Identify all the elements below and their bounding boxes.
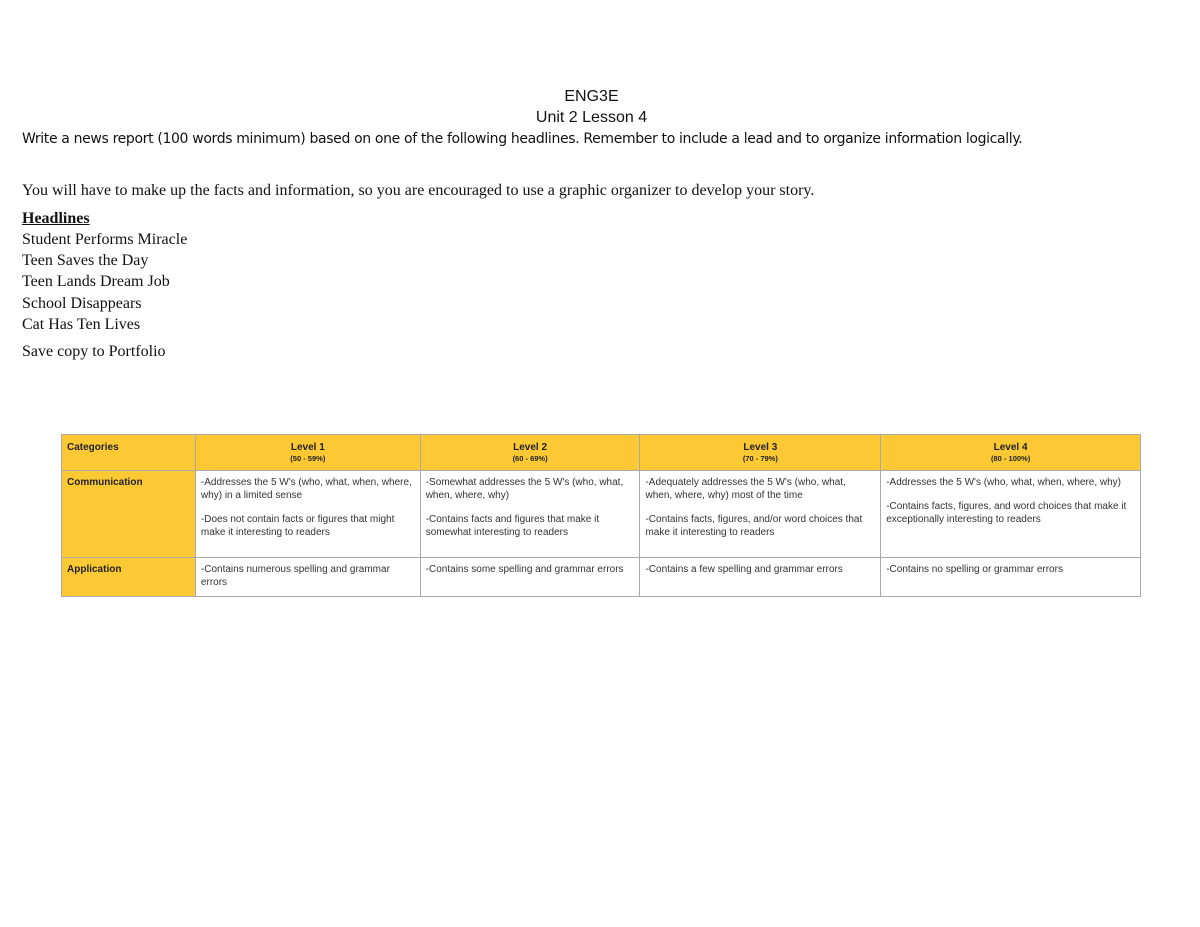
criterion-text: -Contains facts, figures, and word choices that make it exceptionally interesting to readers: [886, 501, 1127, 525]
criterion-text: -Contains numerous spelling and grammar errors: [200, 564, 390, 588]
column-label: Categories: [67, 442, 119, 453]
rubric-cell: [640, 471, 881, 558]
rubric-cell: [420, 471, 640, 558]
headline-item: School Disappears: [22, 294, 142, 312]
headlines-heading: Headlines: [22, 210, 90, 227]
criterion-text: -Does not contain facts or figures that might make it interesting to readers: [200, 514, 395, 538]
rubric-cell: [195, 471, 420, 558]
lesson-title: Unit 2 Lesson 4: [535, 109, 648, 126]
column-range: (80 - 100%): [991, 454, 1031, 463]
rubric-header-level-1: [195, 435, 420, 471]
column-label: Level 4: [993, 442, 1028, 453]
criterion-text: -Addresses the 5 W's (who, what, when, where, why) in a limited sense: [200, 477, 412, 501]
criterion-text: -Addresses the 5 W's (who, what, when, where, why): [886, 477, 1121, 488]
column-range: (60 - 69%): [512, 454, 548, 463]
course-code: ENG3E: [564, 88, 619, 105]
rubric-header-level-3: [640, 435, 881, 471]
row-category: Application: [62, 558, 196, 597]
rubric-table: [61, 434, 1141, 597]
headline-item: Teen Lands Dream Job: [22, 273, 170, 291]
rubric-header-row: [62, 435, 1141, 471]
rubric-cell: [881, 471, 1141, 558]
column-label: Level 2: [513, 442, 548, 453]
facts-note: You will have to make up the facts and information, so you are encouraged to use a graphic organizer to develop your story.: [22, 182, 815, 199]
headline-item: Student Performs Miracle: [22, 231, 188, 248]
rubric-cell: [195, 558, 420, 597]
column-label: Level 3: [743, 442, 778, 453]
criterion-text: -Somewhat addresses the 5 W's (who, what, when, where, why): [425, 477, 624, 501]
criterion-text: -Contains no spelling or grammar errors: [886, 564, 1063, 575]
portfolio-note: Save copy to Portfolio: [22, 343, 166, 360]
rubric-row-application: [62, 558, 1141, 597]
column-range: (50 - 59%): [290, 454, 326, 463]
criterion-text: -Contains facts, figures, and/or word choices that make it interesting to readers: [645, 514, 863, 538]
criterion-text: -Adequately addresses the 5 W's (who, what, when, where, why) most of the time: [645, 477, 846, 501]
task-instructions: Write a news report (100 words minimum) based on one of the following headlines. Remember to include a lead and to organize information logically.: [22, 131, 1023, 147]
criterion-text: -Contains facts and figures that make it somewhat interesting to readers: [425, 514, 600, 538]
row-category: Communication: [62, 471, 196, 558]
rubric-cell: [420, 558, 640, 597]
headline-item: Cat Has Ten Lives: [22, 315, 141, 333]
rubric-row-communication: [62, 471, 1141, 558]
rubric-header-level-2: [420, 435, 640, 471]
rubric-header-categories: [62, 435, 196, 471]
criterion-text: -Contains a few spelling and grammar errors: [645, 564, 843, 575]
headline-item: Teen Saves the Day: [22, 252, 149, 270]
rubric-header-level-4: [881, 435, 1141, 471]
rubric-cell: [640, 558, 881, 597]
criterion-text: -Contains some spelling and grammar errors: [425, 564, 624, 575]
headline-list: [22, 229, 187, 335]
column-range: (70 - 79%): [742, 454, 778, 463]
column-label: Level 1: [290, 442, 325, 453]
rubric-cell: [881, 558, 1141, 597]
